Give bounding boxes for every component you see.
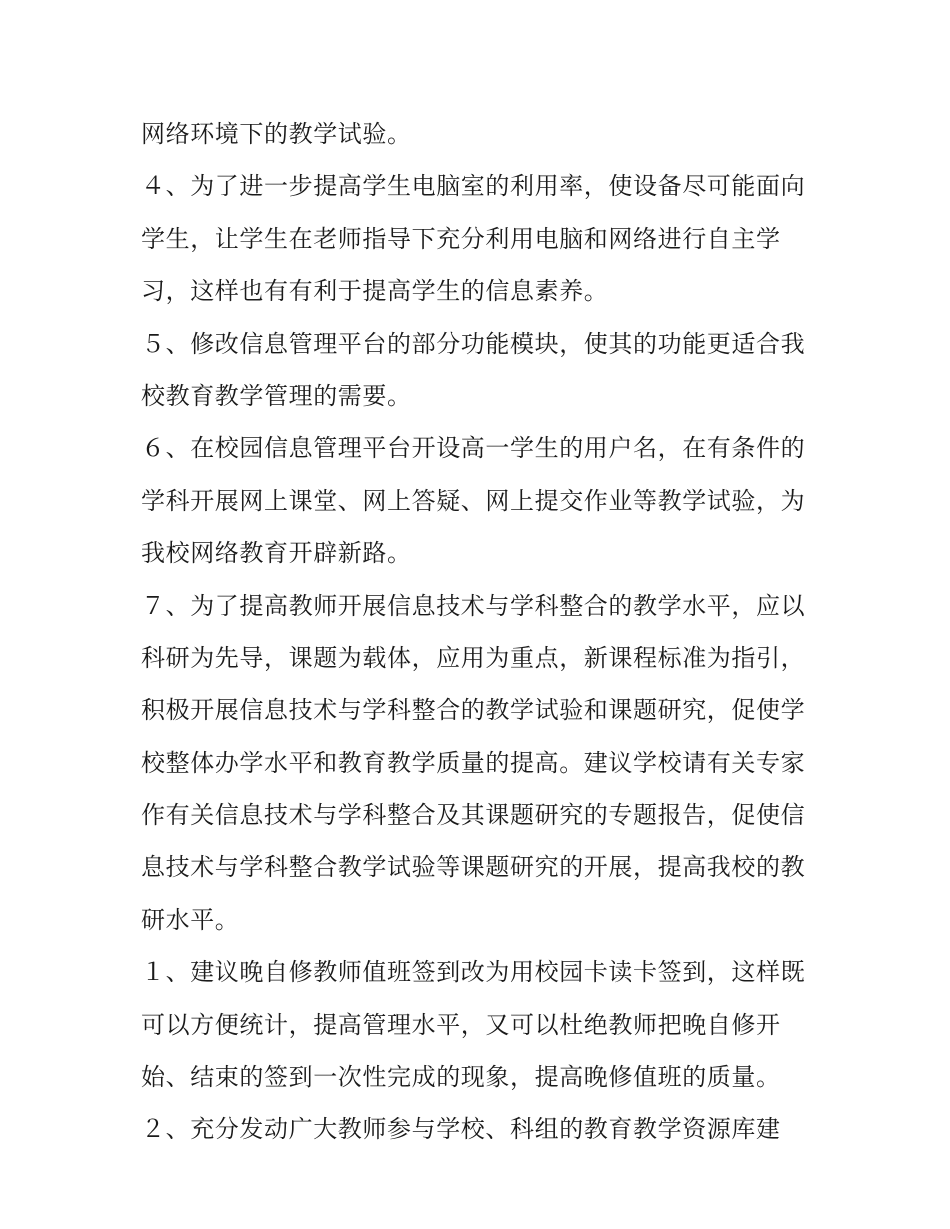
text-line: 习，这样也有有利于提高学生的信息素养。 <box>141 277 609 306</box>
text-line: 学生，让学生在老师指导下充分利用电脑和网络进行自主学 <box>141 224 781 253</box>
text-line: ７、为了提高教师开展信息技术与学科整合的教学水平，应以 <box>141 591 806 620</box>
text-line: 积极开展信息技术与学科整合的教学试验和课题研究，促使学 <box>141 696 806 725</box>
text-line: １、建议晚自修教师值班签到改为用校园卡读卡签到，这样既 <box>141 958 806 987</box>
text-line: ４、为了进一步提高学生电脑室的利用率，使设备尽可能面向 <box>141 172 806 201</box>
text-line: 科研为先导，课题为载体，应用为重点，新课程标准为指引， <box>141 643 806 672</box>
text-line: ６、在校园信息管理平台开设高一学生的用户名，在有条件的 <box>141 434 806 463</box>
text-line: 研水平。 <box>141 905 240 934</box>
text-line: 我校网络教育开辟新路。 <box>141 539 412 568</box>
text-line: 息技术与学科整合教学试验等课题研究的开展，提高我校的教 <box>141 853 806 882</box>
text-line: 校整体办学水平和教育教学质量的提高。建议学校请有关专家 <box>141 748 806 777</box>
text-line: 作有关信息技术与学科整合及其课题研究的专题报告，促使信 <box>141 801 806 830</box>
text-line: ２、充分发动广大教师参与学校、科组的教育教学资源库建 <box>141 1115 781 1144</box>
text-line: 学科开展网上课堂、网上答疑、网上提交作业等教学试验，为 <box>141 486 806 515</box>
text-line: ５、修改信息管理平台的部分功能模块，使其的功能更适合我 <box>141 329 806 358</box>
text-line: 网络环境下的教学试验。 <box>141 120 412 148</box>
text-line: 校教育教学管理的需要。 <box>141 381 412 410</box>
text-line: 可以方便统计，提高管理水平，又可以杜绝教师把晚自修开 <box>141 1010 781 1039</box>
text-line: 始、结束的签到一次性完成的现象，提高晚修值班的质量。 <box>141 1063 781 1092</box>
body-text <box>141 108 821 1156</box>
